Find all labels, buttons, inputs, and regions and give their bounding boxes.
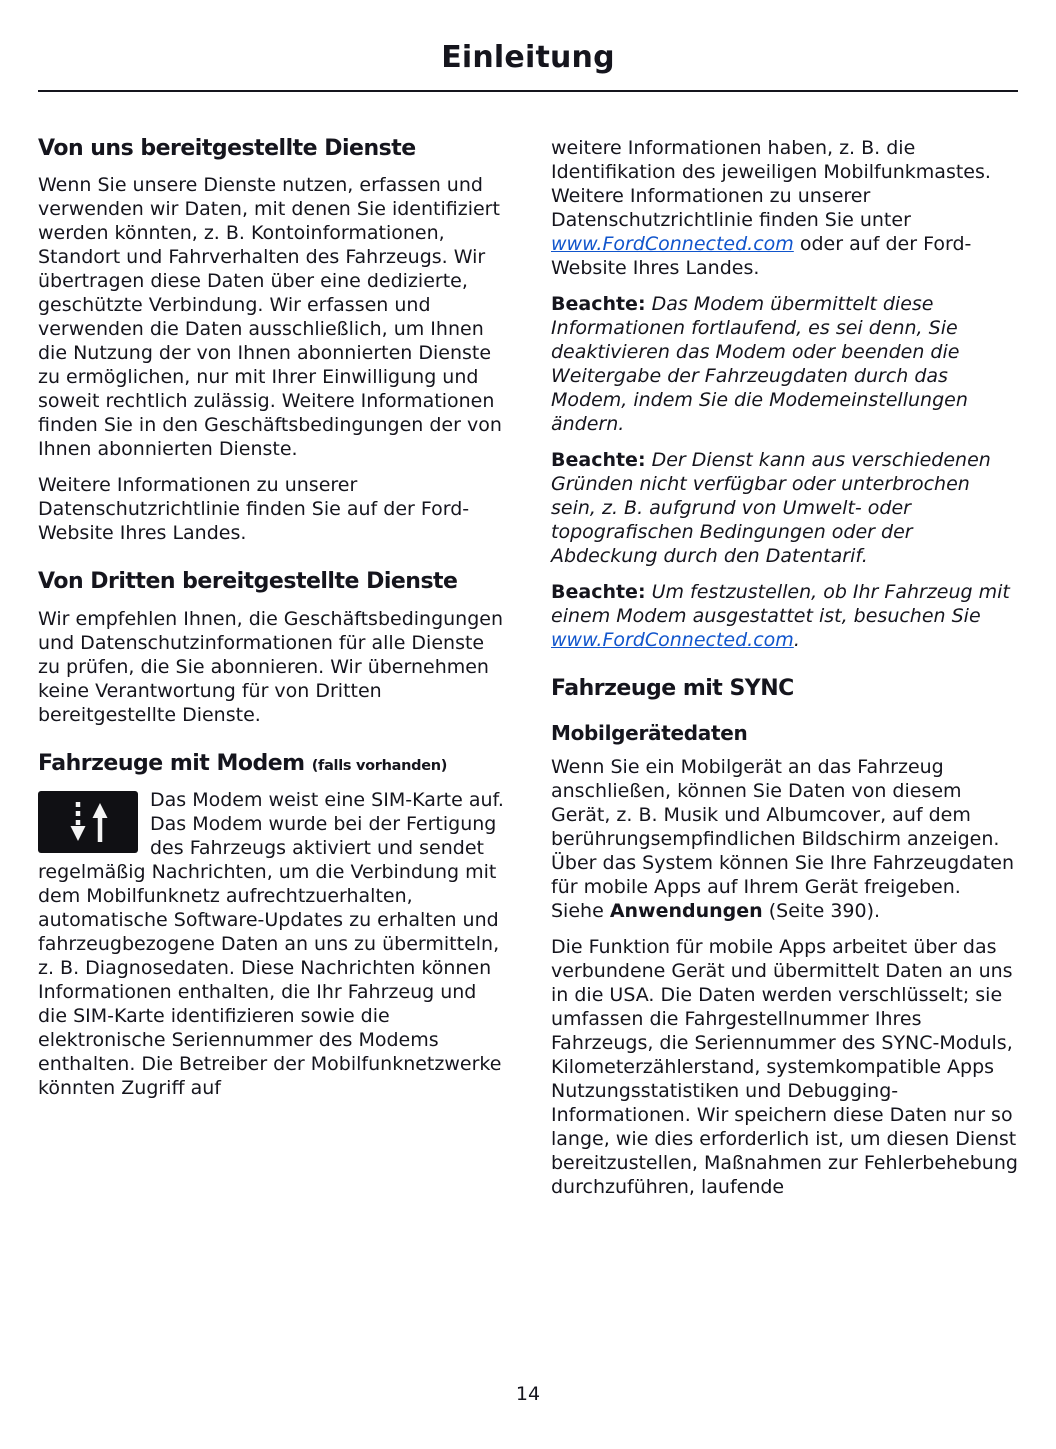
paragraph-text: Wenn Sie ein Mobilgerät an das Fahrzeug anschließen, können Sie Daten von diesem Gerät, z. B. Musik und Albumcover, auf dem berührungsempfindlichen Bildschirm anzeigen. Über das System können Sie Ihre Fahrzeugdaten für mobile Apps auf Ihrem Gerät freigeben. Siehe: [551, 756, 1015, 923]
modem-data-transfer-icon: [38, 791, 138, 853]
left-column: [38, 136, 505, 1211]
note-text: .: [793, 629, 800, 651]
note-modem-transmits: [551, 292, 1018, 436]
paragraph-text: weitere Informationen haben, z. B. die Identifikation des jeweiligen Mobilfunkmastes. Weitere Informationen zu unserer Datenschutzrichtlinie finden Sie unter: [551, 137, 991, 231]
two-column-layout: [38, 136, 1018, 1211]
heading-text: Fahrzeuge mit Modem: [38, 750, 305, 776]
page-title: Einleitung: [441, 40, 615, 75]
note-check-modem: [551, 580, 1018, 652]
heading-vehicles-with-modem: [38, 751, 505, 776]
paragraph-modem-continued: [551, 136, 1018, 280]
cross-reference-applications: Anwendungen: [609, 900, 763, 923]
note-service-availability: [551, 448, 1018, 568]
paragraph-mobile-device-2: Die Funktion für mobile Apps arbeitet über das verbundene Gerät und übermittelt Daten an uns in die USA. Die Daten werden verschlüsselt; sie umfassen die Fahrgestellnummer Ihres Fahrzeugs, die Seriennummer des SYNC-Moduls, Kilometerzählerstand, systemkompatible Apps Nutzungsstatistiken und Debugging-Informationen. Wir speichern diese Daten nur so lange, wie dies erforderlich ist, um diesen Dienst bereitzustellen, Maßnahmen zur Fehlerbehebung durchzuführen, laufende: [551, 936, 1018, 1199]
paragraph-text: oder auf der Ford-Website Ihres Landes.: [551, 233, 972, 279]
subheading-mobile-device-data: Mobilgerätedaten: [551, 721, 748, 746]
heading-services-by-third-parties: Von Dritten bereitgestellte Dienste: [38, 569, 458, 595]
fordconnected-link[interactable]: www.FordConnected.com: [551, 233, 794, 255]
note-label: Beachte:: [551, 581, 646, 603]
note-label: Beachte:: [551, 449, 646, 471]
fordconnected-link[interactable]: www.FordConnected.com: [551, 629, 794, 651]
heading-vehicles-with-sync: Fahrzeuge mit SYNC: [551, 676, 794, 701]
note-text: Das Modem übermittelt diese Informationen fortlaufend, es sei denn, Sie deaktivieren das Modem oder beenden die Weitergabe der Fahrzeugdaten durch das Modem, indem Sie die Modemeinstellungen ändern.: [551, 293, 968, 435]
title-divider: [38, 90, 1018, 92]
paragraph-services-by-us-2: Weitere Informationen zu unserer Datenschutzrichtlinie finden Sie auf der Ford-Website Ihres Landes.: [38, 474, 470, 545]
paragraph-third-party-services: Wir empfehlen Ihnen, die Geschäftsbedingungen und Datenschutzinformationen für alle Dienste zu prüfen, die Sie abonnieren. Wir übernehmen keine Verantwortung für von Dritten bereitgestellte Dienste.: [38, 607, 504, 726]
paragraph-text: (Seite 390).: [762, 900, 881, 923]
heading-availability-suffix: (falls vorhanden): [311, 757, 448, 774]
page-number: 14: [515, 1383, 541, 1405]
note-label: Beachte:: [551, 293, 646, 315]
right-column: [551, 136, 1018, 1211]
modem-paragraph-block: [38, 788, 505, 1112]
paragraph-mobile-device-1: [551, 755, 1018, 923]
note-text: Um festzustellen, ob Ihr Fahrzeug mit einem Modem ausgestattet ist, besuchen Sie: [551, 581, 1010, 627]
heading-services-by-us: Von uns bereitgestellte Dienste: [38, 136, 416, 161]
note-text: Der Dienst kann aus verschiedenen Gründen nicht verfügbar oder unterbrochen sein, z. B. aufgrund von Umwelt- oder topografischen Bedingungen oder der Abdeckung durch den Datentarif.: [551, 449, 991, 567]
paragraph-modem: Das Modem weist eine SIM-Karte auf. Das Modem wurde bei der Fertigung des Fahrzeugs aktiviert und sendet regelmäßig Nachrichten, um die Verbindung mit dem Mobilfunknetz aufrechtzuerhalten, automatische Software-Updates zu erhalten und fahrzeugbezogene Daten an uns zu übermitteln, z. B. Diagnosedaten. Diese Nachrichten können Informationen enthalten, die Ihr Fahrzeug und die SIM-Karte identifizieren sowie die elektronische Seriennummer des Modems enthalten. Die Betreiber der Mobilfunknetzwerke könnten Zugriff auf: [38, 788, 504, 1099]
paragraph-services-by-us-1: Wenn Sie unsere Dienste nutzen, erfassen und verwenden wir Daten, mit denen Sie identifiziert werden könnten, z. B. Kontoinformationen, Standort und Fahrverhalten des Fahrzeugs. Wir übertragen diese Daten über eine dedizierte, geschützte Verbindung. Wir erfassen und verwenden die Daten ausschließlich, um Ihnen die Nutzung der von Ihnen abonnierten Dienste zu ermöglichen, nur mit Ihrer Einwilligung und soweit rechtlich zulässig. Weitere Informationen finden Sie in den Geschäftsbedingungen der von Ihnen abonnierten Dienste.: [38, 174, 502, 461]
